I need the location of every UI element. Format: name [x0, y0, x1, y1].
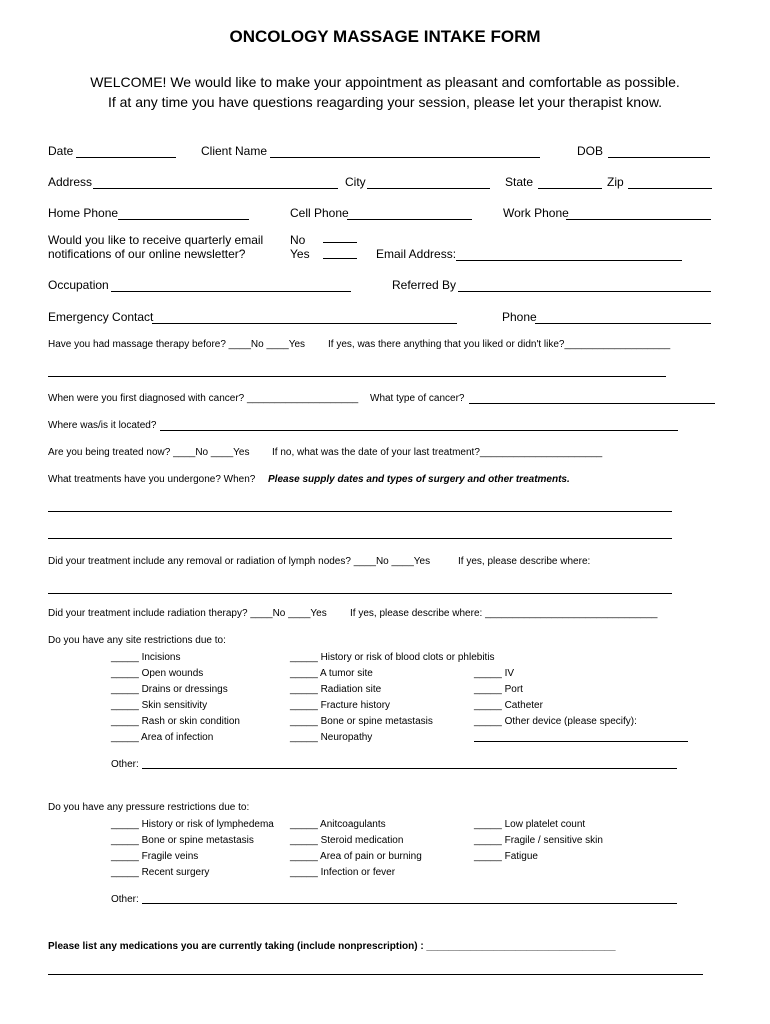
lymph-describe: If yes, please describe where:: [458, 556, 591, 567]
site-option[interactable]: _____ Catheter: [474, 700, 543, 711]
welcome-line-1: WELCOME! We would like to make your appointment as pleasant and comfortable as possible.: [90, 74, 680, 90]
form-title: ONCOLOGY MASSAGE INTAKE FORM: [229, 27, 541, 46]
site-other-field[interactable]: [142, 768, 677, 769]
work-phone-field[interactable]: [566, 219, 711, 220]
home-phone-label: Home Phone: [48, 206, 119, 220]
site-option[interactable]: _____ Skin sensitivity: [111, 700, 208, 711]
city-field[interactable]: [367, 188, 490, 189]
emergency-contact-field[interactable]: [152, 323, 457, 324]
referred-by-field[interactable]: [458, 291, 711, 292]
occupation-field[interactable]: [111, 291, 351, 292]
medications-answer-line[interactable]: [48, 974, 703, 975]
address-field[interactable]: [93, 188, 338, 189]
zip-label: Zip: [607, 175, 624, 189]
cancer-type-field[interactable]: [469, 403, 715, 404]
supply-dates-instruction: Please supply dates and types of surgery and other treatments.: [268, 474, 570, 485]
pressure-option[interactable]: _____ Area of pain or burning: [290, 851, 422, 862]
pressure-restrictions-question: Do you have any pressure restrictions due to:: [48, 802, 250, 813]
liked-question: If yes, was there anything that you liked or didn't like?___________________: [328, 339, 671, 350]
state-label: State: [505, 175, 534, 189]
site-restrictions-question: Do you have any site restrictions due to:: [48, 635, 226, 646]
phone-label: Phone: [502, 310, 537, 324]
pressure-option[interactable]: _____ Fatigue: [474, 851, 538, 862]
cancer-type-question: What type of cancer?: [370, 393, 465, 404]
medications-question: Please list any medications you are currently taking (include nonprescription) : __________________________________: [48, 941, 616, 952]
liked-answer-line[interactable]: [48, 376, 666, 377]
site-option[interactable]: _____ Rash or skin condition: [111, 716, 240, 727]
treatments-answer-line-1[interactable]: [48, 511, 672, 512]
cell-phone-label: Cell Phone: [290, 206, 349, 220]
newsletter-no-field[interactable]: [323, 242, 357, 243]
pressure-other-field[interactable]: [142, 903, 677, 904]
radiation-question: Did your treatment include radiation therapy? ____No ____Yes: [48, 608, 327, 619]
lymph-question: Did your treatment include any removal or radiation of lymph nodes? ____No ____Yes: [48, 556, 431, 567]
email-field[interactable]: [456, 260, 682, 261]
site-option[interactable]: _____ Port: [474, 684, 523, 695]
welcome-line-2: If at any time you have questions reagarding your session, please let your therapist know.: [107, 94, 663, 110]
client-name-field[interactable]: [270, 157, 540, 158]
located-question: Where was/is it located?: [48, 420, 157, 431]
referred-by-label: Referred By: [392, 278, 457, 292]
pressure-option[interactable]: _____ Steroid medication: [290, 835, 404, 846]
home-phone-field[interactable]: [118, 219, 249, 220]
site-option[interactable]: _____ History or risk of blood clots or phlebitis: [290, 652, 495, 663]
newsletter-question-line-2: notifications of our online newsletter?: [48, 247, 246, 261]
site-option[interactable]: _____ IV: [474, 668, 515, 679]
newsletter-yes-label: Yes: [290, 247, 310, 261]
email-label: Email Address:: [376, 247, 457, 261]
newsletter-question-line-1: Would you like to receive quarterly email: [48, 233, 264, 247]
client-name-label: Client Name: [201, 144, 268, 158]
treatments-answer-line-2[interactable]: [48, 538, 672, 539]
state-field[interactable]: [538, 188, 602, 189]
site-option[interactable]: _____ Incisions: [111, 652, 181, 663]
other-device-field[interactable]: [474, 741, 688, 742]
occupation-label: Occupation: [48, 278, 109, 292]
work-phone-label: Work Phone: [503, 206, 569, 220]
site-option[interactable]: _____ A tumor site: [290, 668, 373, 679]
pressure-option[interactable]: _____ Low platelet count: [474, 819, 586, 830]
pressure-other-label: Other:: [111, 894, 139, 905]
site-option[interactable]: _____ Drains or dressings: [111, 684, 228, 695]
site-option[interactable]: _____ Neuropathy: [290, 732, 373, 743]
treated-now-question: Are you being treated now? ____No ____Yes: [48, 447, 250, 458]
site-other-label: Other:: [111, 759, 139, 770]
site-option[interactable]: _____ Other device (please specify):: [474, 716, 637, 727]
dob-field[interactable]: [608, 157, 710, 158]
pressure-option[interactable]: _____ History or risk of lymphedema: [111, 819, 274, 830]
pressure-option[interactable]: _____ Anitcoagulants: [290, 819, 386, 830]
zip-field[interactable]: [628, 188, 712, 189]
pressure-option[interactable]: _____ Bone or spine metastasis: [111, 835, 254, 846]
date-field[interactable]: [76, 157, 176, 158]
newsletter-no-label: No: [290, 233, 306, 247]
pressure-option[interactable]: _____ Recent surgery: [111, 867, 210, 878]
treatments-undergone-question: What treatments have you undergone? When?: [48, 474, 256, 485]
massage-before-question: Have you had massage therapy before? ____No ____Yes: [48, 339, 306, 350]
emergency-phone-field[interactable]: [535, 323, 711, 324]
site-option[interactable]: _____ Area of infection: [111, 732, 214, 743]
radiation-describe: If yes, please describe where: _______________________________: [350, 608, 658, 619]
cell-phone-field[interactable]: [347, 219, 472, 220]
pressure-option[interactable]: _____ Fragile / sensitive skin: [474, 835, 603, 846]
site-option[interactable]: _____ Bone or spine metastasis: [290, 716, 433, 727]
located-field[interactable]: [160, 430, 678, 431]
dob-label: DOB: [577, 144, 604, 158]
site-option[interactable]: _____ Fracture history: [290, 700, 391, 711]
city-label: City: [345, 175, 366, 189]
date-label: Date: [48, 144, 74, 158]
emergency-contact-label: Emergency Contact: [48, 310, 154, 324]
site-option[interactable]: _____ Open wounds: [111, 668, 204, 679]
diagnosed-question: When were you first diagnosed with cancer? ____________________: [48, 393, 359, 404]
newsletter-yes-field[interactable]: [323, 258, 357, 259]
pressure-option[interactable]: _____ Fragile veins: [111, 851, 199, 862]
last-treatment-question: If no, what was the date of your last treatment?______________________: [272, 447, 603, 458]
site-option[interactable]: _____ Radiation site: [290, 684, 382, 695]
lymph-answer-line[interactable]: [48, 593, 672, 594]
address-label: Address: [48, 175, 93, 189]
pressure-option[interactable]: _____ Infection or fever: [290, 867, 396, 878]
